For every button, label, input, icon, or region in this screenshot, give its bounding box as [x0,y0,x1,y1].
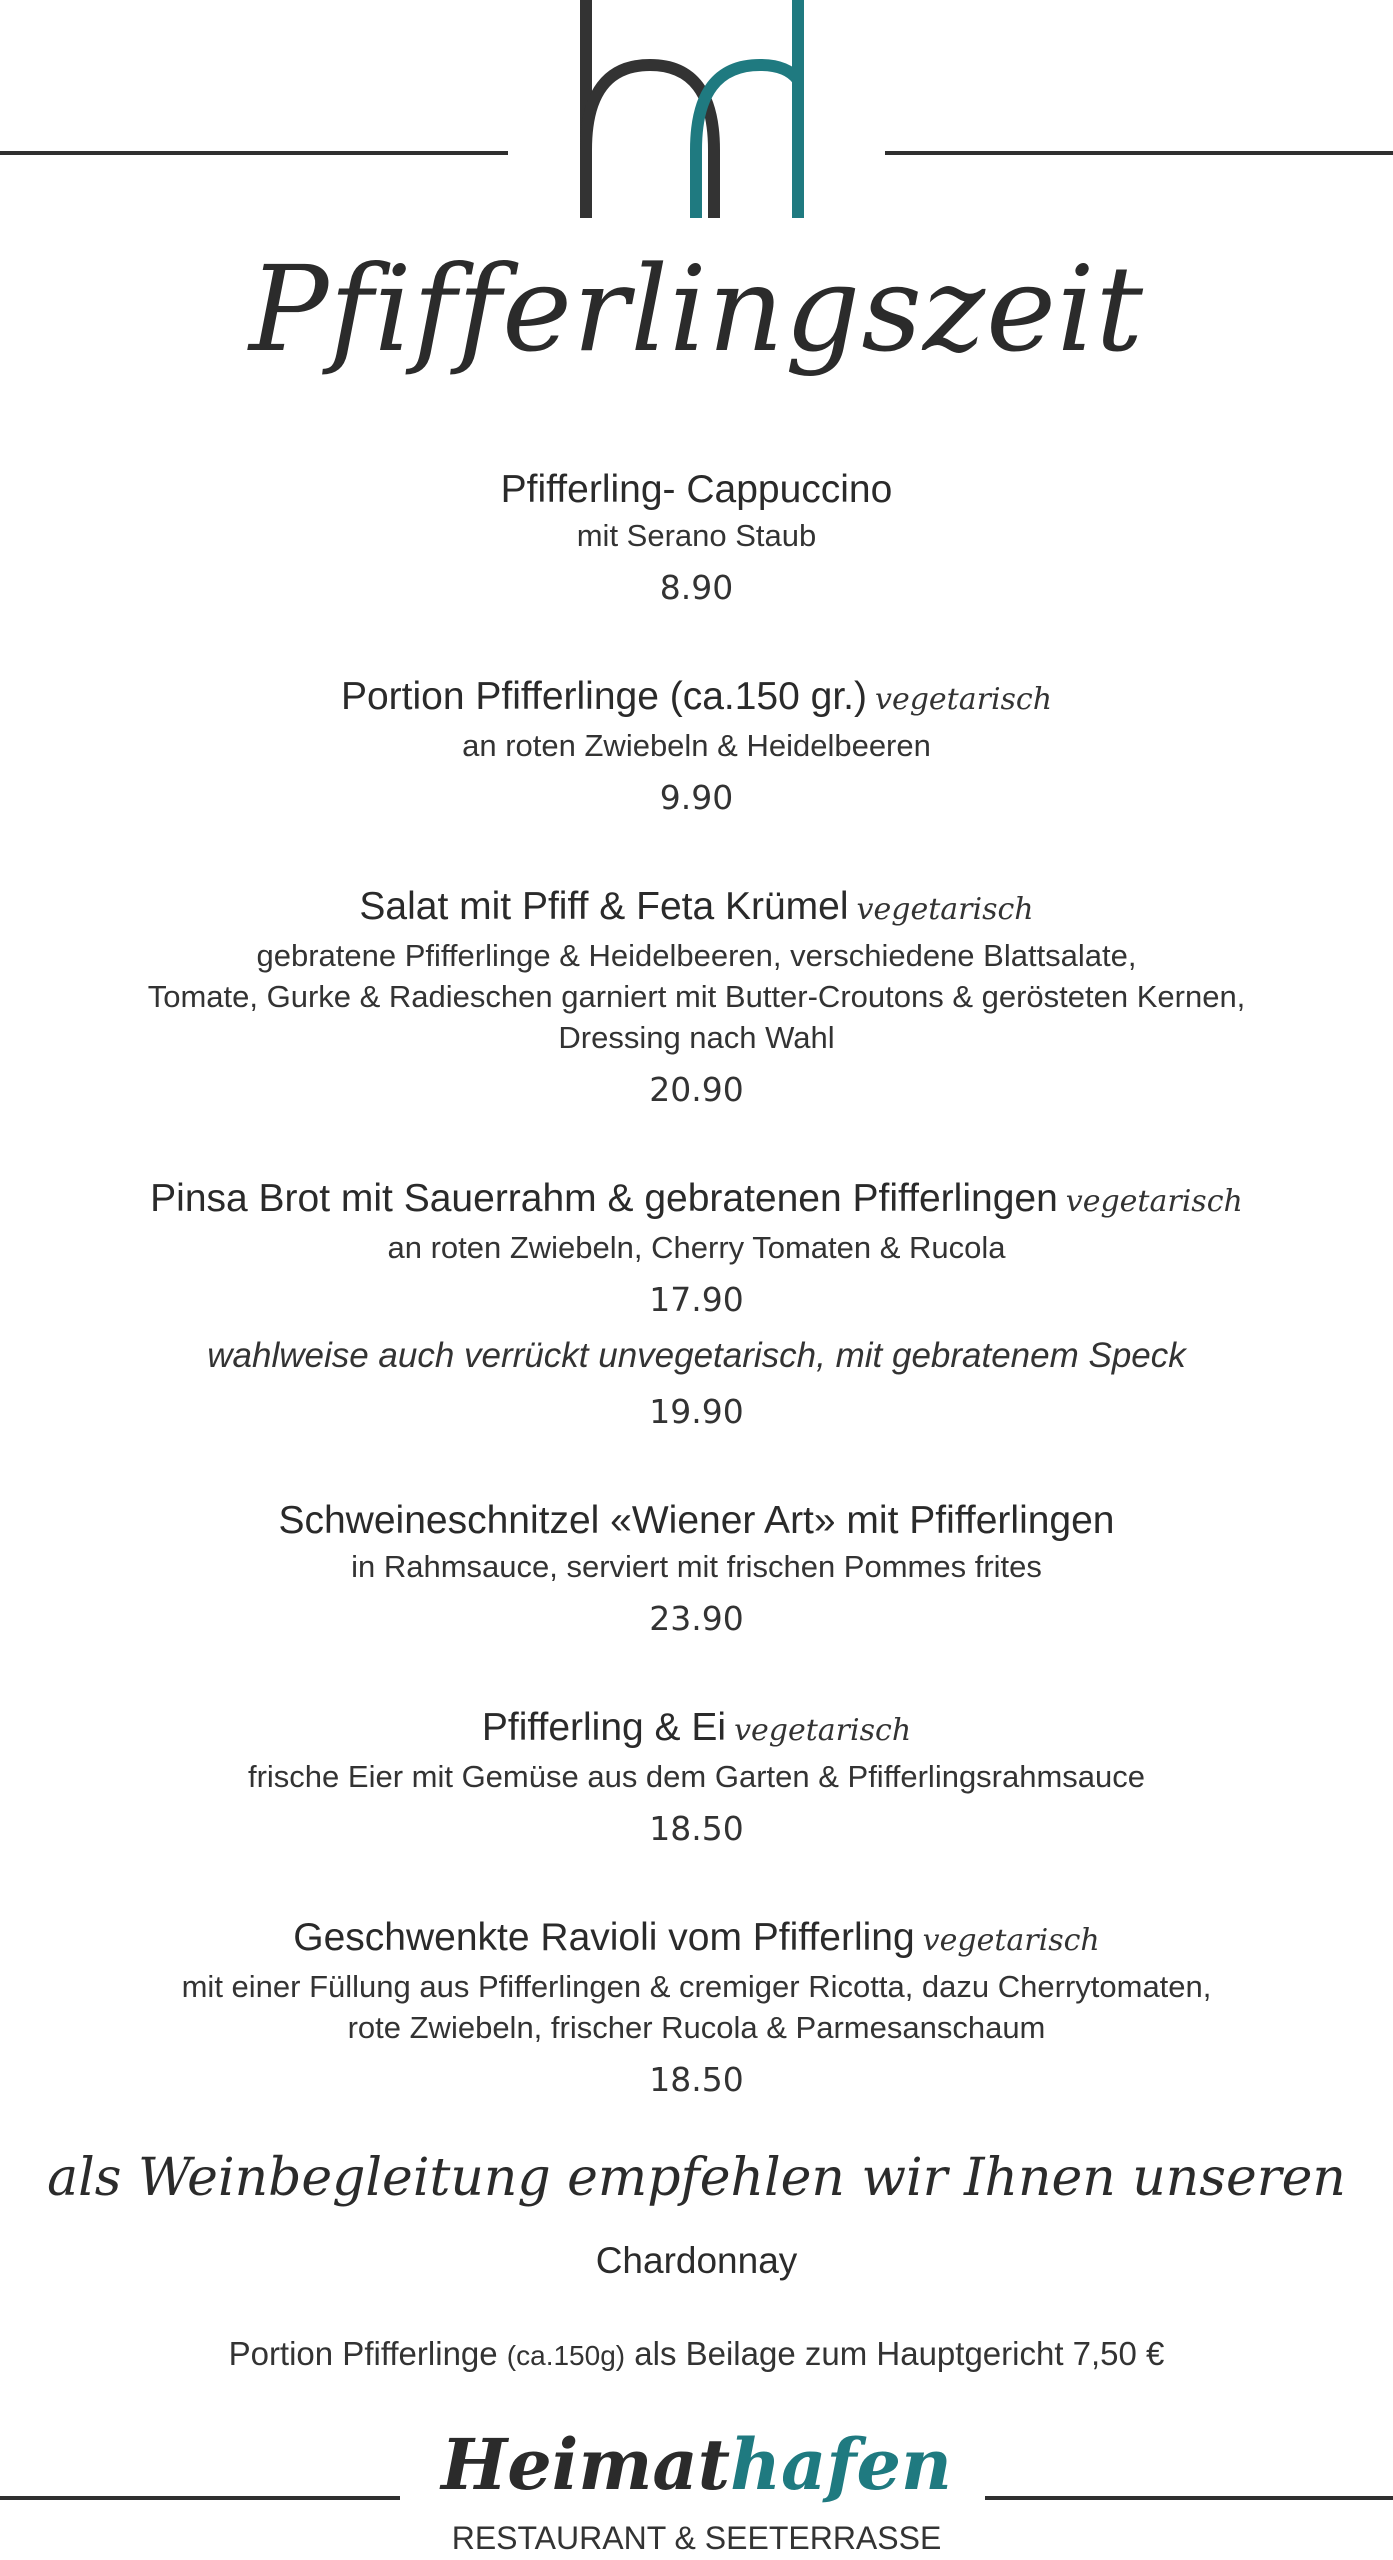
menu-item-name: Pfifferling & Ei [481,1706,727,1749]
page-title: Pfifferlingszeit [248,240,1145,378]
side-note-text: Portion Pfifferlinge [228,2335,507,2372]
menu-item-description: rote Zwiebeln, frischer Rucola & Parmesanschaum [347,2010,1046,2045]
vegetarian-tag: vegetarisch [1065,1184,1243,1219]
menu-item-title [0,1913,1393,1966]
menu-item-name: Portion Pfifferlinge (ca.150 gr.) [340,675,867,718]
vegetarian-tag: vegetarisch [856,892,1034,927]
brand-part-2: hafen [730,2423,952,2506]
menu-item [0,1174,1393,1436]
vegetarian-tag: vegetarisch [875,682,1053,717]
menu-item-price: 17.90 [649,1280,744,1319]
menu-item-price: 8.90 [659,568,734,607]
menu-item-description: mit einer Füllung aus Pfifferlingen & cremiger Ricotta, dazu Cherrytomaten, [181,1969,1212,2004]
menu-item [0,465,1393,612]
menu-item-name: Pinsa Brot mit Sauerrahm & gebratenen Pfifferlingen [150,1177,1058,1220]
brand-subtitle: RESTAURANT & SEETERRASSE [451,2520,942,2556]
header [0,0,1393,225]
menu-item-title [0,1496,1393,1546]
menu-item-price: 23.90 [649,1599,744,1638]
footer-rule-right [985,2496,1393,2500]
menu-item-name: Salat mit Pfiff & Feta Krümel [359,885,849,928]
menu-item-title [0,465,1393,515]
menu-item-description: Tomate, Gurke & Radieschen garniert mit Butter-Croutons & gerösteten Kernen, [147,979,1246,1014]
menu-item-price: 20.90 [649,1070,744,1109]
footer [0,2420,1393,2560]
wine-name: Chardonnay [595,2240,798,2281]
menu-item [0,882,1393,1114]
menu-item [0,1496,1393,1643]
side-note-portion: (ca.150g) [506,2340,626,2371]
vegetarian-tag: vegetarisch [922,1923,1100,1958]
menu-item-name: Schweineschnitzel «Wiener Art» mit Pfifferlingen [278,1499,1115,1542]
menu-item [0,1703,1393,1853]
hd-monogram-icon [575,0,815,220]
menu-item-alternative: wahlweise auch verrückt unvegetarisch, mit gebratenem Speck [207,1336,1186,1375]
menu-item-alternative-price: 19.90 [649,1392,744,1431]
header-rule-left [0,151,508,155]
menu-item-name: Pfifferling- Cappuccino [500,468,893,511]
menu-item-title [0,1174,1393,1227]
header-rule-right [885,151,1393,155]
menu-item-title [0,672,1393,725]
menu-item-title [0,1703,1393,1756]
menu-item-description: an roten Zwiebeln & Heidelbeeren [462,728,931,763]
menu-item [0,672,1393,822]
brand-part-1: Heimat [441,2423,731,2506]
vegetarian-tag: vegetarisch [734,1713,912,1748]
menu-item-description: mit Serano Staub [576,518,817,553]
brand-logo [0,2423,1393,2506]
menu-item-price: 18.50 [649,2060,744,2099]
side-dish-note [0,2335,1393,2373]
menu-item-name: Geschwenkte Ravioli vom Pfifferling [293,1916,915,1959]
menu-item-description: Dressing nach Wahl [558,1020,835,1055]
menu-item-price: 9.90 [659,778,734,817]
menu-list [0,465,1393,2104]
wine-intro: als Weinbegleitung empfehlen wir Ihnen unseren [47,2148,1346,2208]
menu-item-description: frische Eier mit Gemüse aus dem Garten & Pfifferlingsrahmsauce [247,1759,1146,1794]
menu-item [0,1913,1393,2104]
menu-item-description: an roten Zwiebeln, Cherry Tomaten & Rucola [387,1230,1006,1265]
menu-item-price: 18.50 [649,1809,744,1848]
side-note-price: als Beilage zum Hauptgericht 7,50 € [625,2335,1165,2372]
menu-item-description: gebratene Pfifferlinge & Heidelbeeren, verschiedene Blattsalate, [256,938,1137,973]
menu-item-description: in Rahmsauce, serviert mit frischen Pommes frites [351,1549,1042,1584]
menu-item-title [0,882,1393,935]
